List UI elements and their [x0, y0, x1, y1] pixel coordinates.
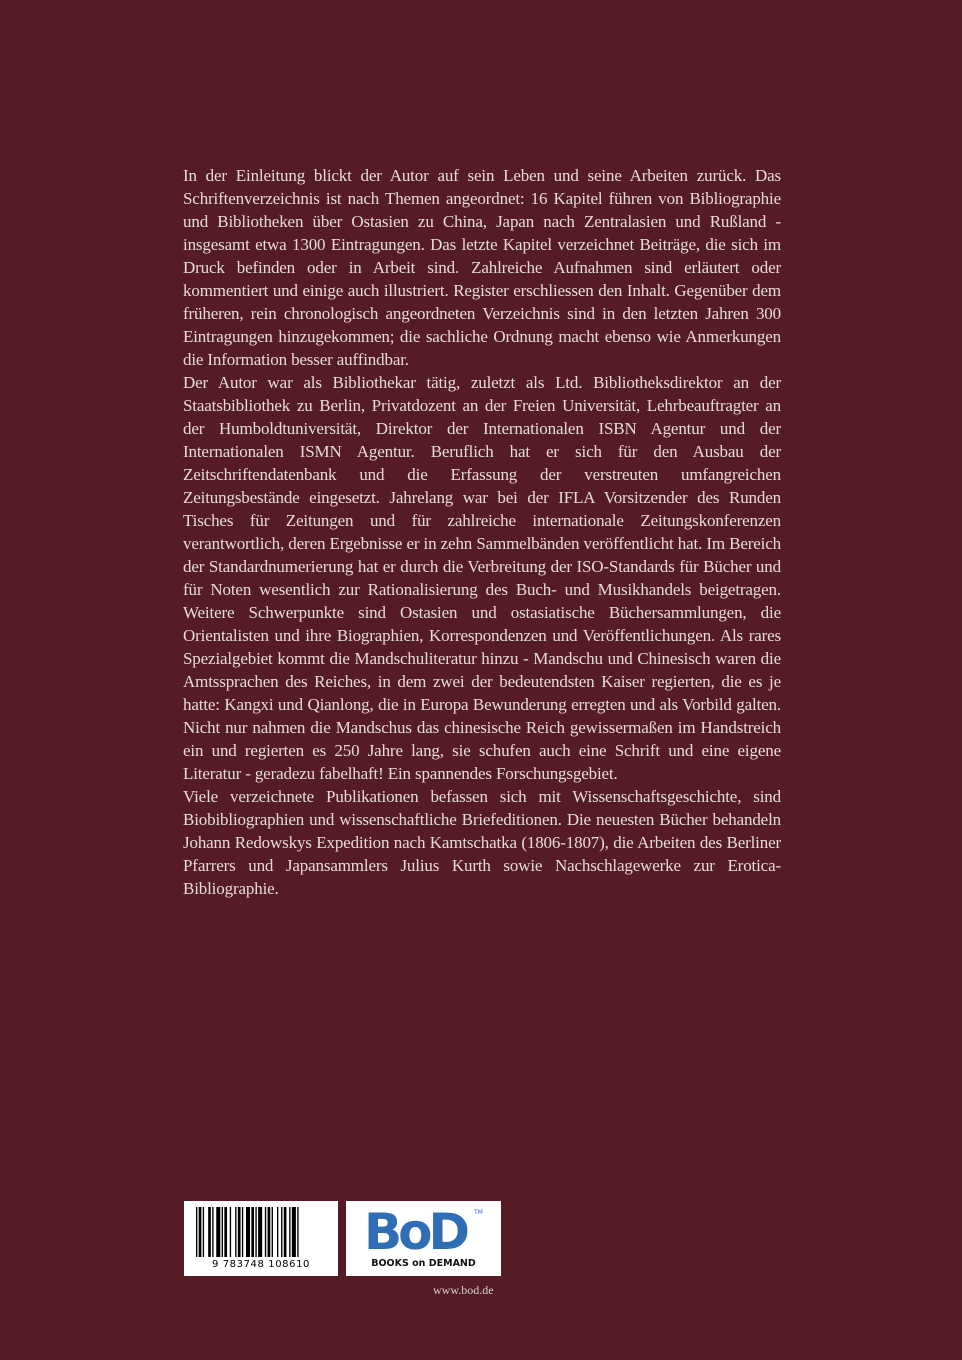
paragraph-author-career: Der Autor war als Bibliothekar tätig, zuletzt als Ltd. Bibliotheksdirektor an der Staatsbibliothek zu Berlin, Privatdozent an der Freien Universität, Lehrbeauftragter an der Humboldtuniversität, Direktor der Internationalen ISBN Agentur und der Internationalen ISMN Agentur. Beruflich hat er sich für den Ausbau der Zeitschriftendatenbank und die Erfassung der verstreuten umfangreichen Zeitungsbestände eingesetzt. Jahrelang war bei der IFLA Vorsitzender des Runden Tisches für Zeitungen und für zahlreiche internationale Zeitungskonferenzen verantwortlich, deren Ergebnisse er in zehn Sammelbänden veröffentlicht hat. Im Bereich der Standardnumerierung hat er durch die Verbreitung der ISO-Standards für Bücher und für Noten wesentlich zur Rationalisierung des Buch- und Musikhandels beigetragen. Weitere Schwerpunkte sind Ostasien und ostasiatische Büchersammlungen, die Orientalisten und ihre Biographien, Korrespondenzen und Veröffentlichungen. Als rares Spezialgebiet kommt die Mandschuliteratur hinzu - Mandschu und Chinesisch waren die Amtssprachen des Reiches, in dem zwei der bedeutendsten Kaiser regierten, die es je hatte: Kangxi und Qianlong, die in Europa Bewunderung erregten und als Vorbild galten. Nicht nur nahmen die Mandschus das chinesische Reich gewissermaßen im Handstreich ein und regierten es 250 Jahre lang, sie schufen auch eine Schrift und eine eigene Literatur - geradezu fabelhaft! Ein spannendes Forschungsgebiet.: [183, 373, 781, 783]
paragraph-publications: Viele verzeichnete Publikationen befassen sich mit Wissenschaftsgeschichte, sind Biobibliographien und wissenschaftliche Briefeditionen. Die neuesten Bücher behandeln Johann Redowskys Expedition nach Kamtschatka (1806-1807), die Arbeiten des Berliner Pfarrers und Japansammlers Julius Kurth sowie Nachschlagewerke zur Erotica-Bibliographie.: [183, 787, 781, 898]
barcode-digits: 9 783748 108610: [211, 1259, 311, 1270]
bod-logo-mark: BoD: [364, 1203, 466, 1261]
isbn-barcode: [184, 1201, 338, 1276]
publisher-tagline: BOOKS on DEMAND: [371, 1258, 476, 1269]
publisher-website: www.bod.de: [433, 1283, 494, 1297]
paragraph-introduction: In der Einleitung blickt der Autor auf sein Leben und seine Arbeiten zurück. Das Schriftenverzeichnis ist nach Themen angeordnet: 16 Kapitel führen von Bibliographie und Bibliotheken über Ostasien zu China, Japan nach Zentralasien und Rußland - insgesamt etwa 1300 Eintragungen. Das letzte Kapitel verzeichnet Beiträge, die sich im Druck befinden oder in Arbeit sind. Zahlreiche Aufnahmen sind erläutert oder kommentiert und einige auch illustriert. Register erschliessen den Inhalt. Gegenüber dem früheren, rein chronologisch angeordneten Verzeichnis sind in den letzten Jahren 300 Eintragungen hinzugekommen; die sachliche Ordnung macht ebenso wie Anmerkungen die Information besser auffindbar.: [183, 166, 781, 369]
back-cover-text: [183, 164, 781, 900]
publisher-logo: [346, 1201, 501, 1276]
trademark-symbol: TM: [474, 1209, 483, 1216]
